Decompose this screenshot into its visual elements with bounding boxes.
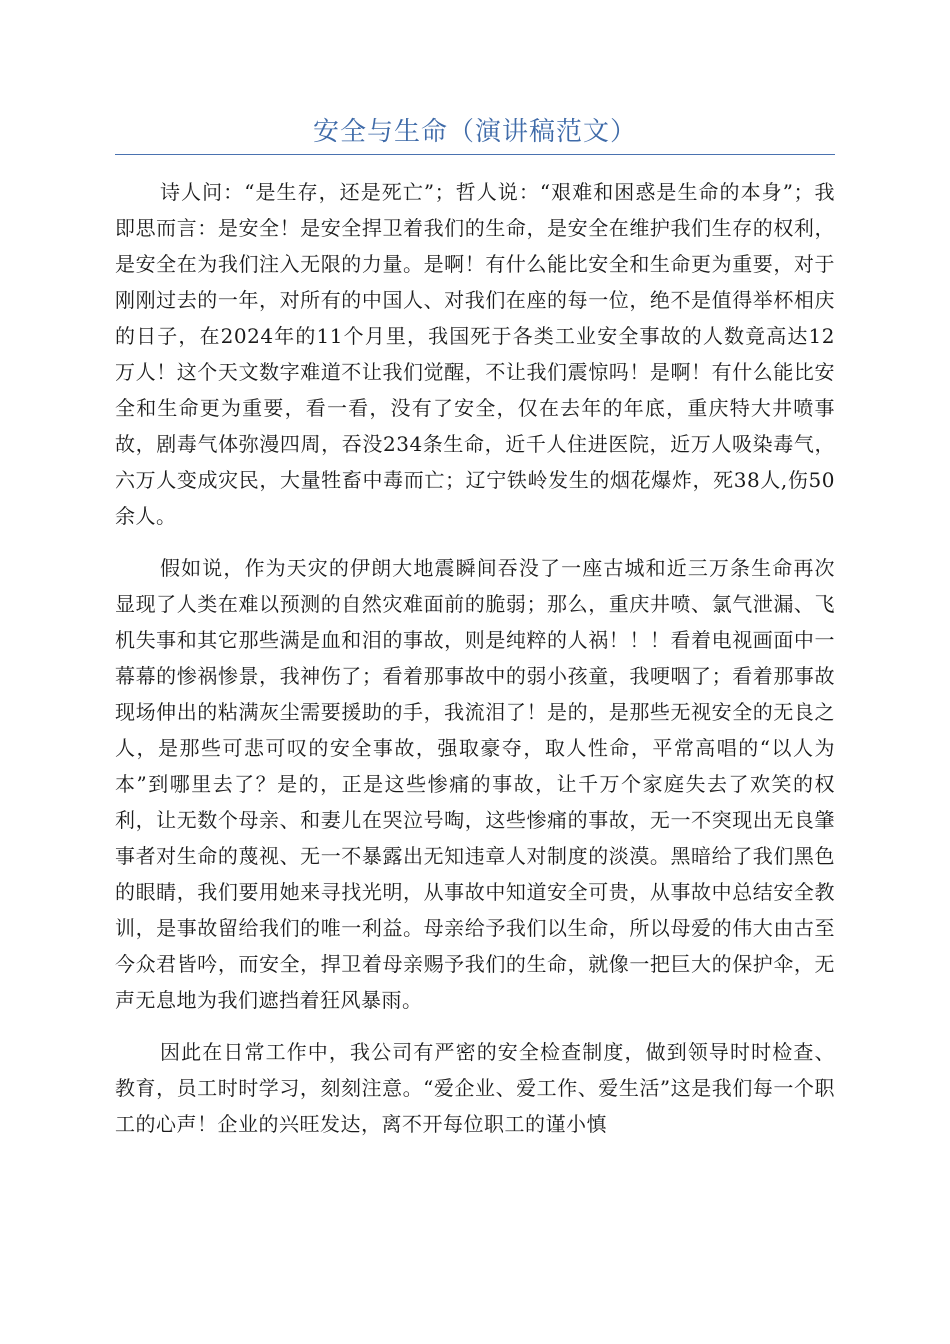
document-title: 安全与生命（演讲稿范文） — [312, 117, 637, 147]
title-underline — [115, 154, 835, 155]
paragraph-2: 假如说，作为天灾的伊朗大地震瞬间吞没了一座古城和近三万条生命再次显现了人类在难以预测的自然灾难面前的脆弱；那么，重庆井喷、氯气泄漏、飞机失事和其它那些满是血和泪的事故，则是纯粹的人祸！！！看着电视画面中一幕幕的惨祸惨景，我神伤了；看着那事故中的弱小孩童，我哽咽了；看着那事故现场伸出的粘满灰尘需要援助的手，我流泪了！是的，是那些无视安全的无良之人，是那些可悲可叹的安全事故，强取豪夺，取人性命，平常高唱的“以人为本”到哪里去了？是的，正是这些惨痛的事故，让千万个家庭失去了欢笑的权利，让无数个母亲、和妻儿在哭泣号啕，这些惨痛的事故，无一不突现出无良肇事者对生命的蔑视、无一不暴露出无知违章人对制度的淡漠。黑暗给了我们黑色的眼睛，我们要用她来寻找光明，从事故中知道安全可贵，从事故中总结安全教训，是事故留给我们的唯一利益。母亲给予我们以生命，所以母爱的伟大由古至今众君皆吟，而安全，捍卫着母亲赐予我们的生命，就像一把巨大的保护伞，无声无息地为我们遮挡着狂风暴雨。 — [115, 556, 835, 1012]
paragraph-1: 诗人问：“是生存，还是死亡”；哲人说：“艰难和困惑是生命的本身”；我即思而言：是安全！是安全捍卫着我们的生命，是安全在维护我们生存的权利，是安全在为我们注入无限的力量。是啊！有什么能比安全和生命更为重要，对于刚刚过去的一年，对所有的中国人、对我们在座的每一位，绝不是值得举杯相庆的日子，在2024年的11个月里，我国死于各类工业安全事故的人数竟高达12万人！这个天文数字难道不让我们觉醒，不让我们震惊吗！是啊！有什么能比安全和生命更为重要，看一看，没有了安全，仅在去年的年底，重庆特大井喷事故，剧毒气体弥漫四周，吞没234条生命，近千人住进医院，近万人吸染毒气，六万人变成灾民，大量牲畜中毒而亡；辽宁铁岭发生的烟花爆炸，死38人,伤50余人。 — [115, 180, 835, 528]
paragraph-3: 因此在日常工作中，我公司有严密的安全检查制度，做到领导时时检查、教育，员工时时学习，刻刻注意。“爱企业、爱工作、爱生活”这是我们每一个职工的心声！企业的兴旺发达，离不开每位职工的谨小慎 — [115, 1040, 835, 1136]
document-body — [115, 174, 835, 1158]
